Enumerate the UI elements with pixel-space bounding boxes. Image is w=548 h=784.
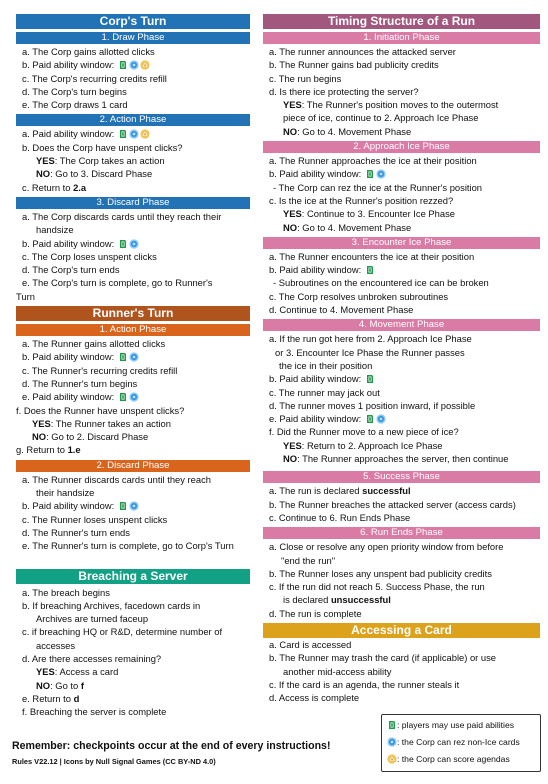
runner-action-no: NO: Go to 2. Discard Phase	[32, 431, 149, 443]
score-agenda-icon	[140, 129, 150, 139]
initiation-d: d. Is there ice protecting the server?	[269, 85, 419, 97]
breach-b: b. If breaching Archives, facedown cards in	[22, 599, 201, 611]
movement-yes: YES: Return to 2. Approach Ice Phase	[283, 439, 443, 451]
access-a: a. Card is accessed	[269, 638, 352, 650]
access-c: c. If the card is an agenda, the runner steals it	[269, 678, 460, 690]
runner-action-g: g. Return to 1.e	[16, 444, 81, 456]
corp-draw-d: d. The Corp's turn begins	[22, 85, 127, 97]
corp-action-phase-header: 2. Action Phase	[16, 114, 250, 126]
rez-icon	[376, 414, 386, 424]
encounter-d: d. Continue to 4. Movement Phase	[269, 304, 414, 316]
corp-draw-c: c. The Corp's recurring credits refill	[22, 72, 167, 84]
approach-ice-phase-header: 2. Approach Ice Phase	[263, 141, 540, 153]
rez-icon	[129, 352, 139, 362]
encounter-a: a. The Runner encounters the ice at their position	[269, 250, 475, 262]
runner-action-a: a. The Runner gains allotted clicks	[22, 338, 166, 350]
approach-b: b. Paid ability window:	[263, 167, 540, 180]
corp-action-c: c. Return to 2.a	[22, 181, 87, 193]
success-a: a. The run is declared successful	[269, 485, 411, 497]
left-column	[16, 14, 250, 718]
movement-e: e. Paid ability window:	[263, 412, 540, 425]
checkpoints-reminder: Remember: checkpoints occur at the end of every instructions!	[12, 740, 331, 752]
corp-action-yes: YES: The Corp takes an action	[36, 155, 165, 167]
corp-discard-e: e. The Corp's turn is complete, go to Runner's	[22, 277, 213, 289]
encounter-b-note: - Subroutines on the encountered ice can be broken	[273, 277, 489, 289]
runner-discard-phase-header: 2. Discard Phase	[16, 460, 250, 472]
accessing-card-title: Accessing a Card	[263, 623, 540, 638]
corp-action-no: NO: Go to 3. Discard Phase	[36, 168, 153, 180]
paid-ability-icon	[387, 720, 397, 730]
success-c: c. Continue to 6. Run Ends Phase	[269, 511, 411, 523]
runner-discard-a: a. The Runner discards cards until they reach	[22, 473, 211, 485]
corp-action-b: b. Does the Corp have unspent clicks?	[22, 141, 183, 153]
breach-c: c. if breaching HQ or R&D, determine number of	[22, 626, 223, 638]
runner-discard-e: e. The Runner's turn is complete, go to Corp's Turn	[22, 540, 234, 552]
rez-icon	[129, 501, 139, 511]
right-column	[263, 14, 540, 704]
runner-action-b: b. Paid ability window:	[16, 350, 250, 363]
initiation-yes: YES: The Runner's position moves to the outermost	[283, 99, 499, 111]
encounter-c: c. The Corp resolves unbroken subroutines	[269, 290, 449, 302]
initiation-b: b. The Runner gains bad publicity credits	[269, 59, 439, 71]
breach-a: a. The breach begins	[22, 586, 110, 598]
paid-ability-icon	[365, 414, 375, 424]
breach-yes: YES: Access a card	[36, 666, 119, 678]
paid-ability-icon	[365, 374, 375, 384]
movement-d: d. The runner moves 1 position inward, if possible	[269, 399, 476, 411]
runner-turn-title: Runner's Turn	[16, 306, 250, 321]
access-b-cont: another mid-access ability	[283, 665, 392, 677]
corp-draw-phase-header: 1. Draw Phase	[16, 32, 250, 44]
movement-c: c. The runner may jack out	[269, 386, 380, 398]
movement-b: b. Paid ability window:	[263, 372, 540, 385]
legend-score: : the Corp can score agendas	[386, 751, 536, 768]
paid-ability-icon	[118, 392, 128, 402]
runner-discard-c: c. The Runner loses unspent clicks	[22, 513, 168, 525]
breach-d: d. Are there accesses remaining?	[22, 652, 162, 664]
breach-b-cont: Archives are turned faceup	[36, 613, 149, 625]
corp-turn-title: Corp's Turn	[16, 14, 250, 29]
paid-ability-icon	[118, 239, 128, 249]
approach-yes: YES: Continue to 3. Encounter Ice Phase	[283, 208, 455, 220]
run-ends-c: c. If the run did not reach 5. Success Phase, the run	[269, 581, 485, 593]
corp-discard-c: c. The Corp loses unspent clicks	[22, 250, 157, 262]
approach-no: NO: Go to 4. Movement Phase	[283, 221, 412, 233]
run-ends-a: a. Close or resolve any open priority window from before	[269, 541, 504, 553]
runner-action-phase-header: 1. Action Phase	[16, 324, 250, 336]
success-phase-header: 5. Success Phase	[263, 471, 540, 483]
legend-paid-ability: : players may use paid abilities	[386, 717, 536, 734]
rez-icon	[129, 129, 139, 139]
paid-ability-icon	[365, 265, 375, 275]
access-b: b. The Runner may trash the card (if applicable) or use	[269, 652, 497, 664]
breach-f: f. Breaching the server is complete	[22, 706, 167, 718]
runner-action-d: d. The Runner's turn begins	[22, 377, 138, 389]
runner-discard-d: d. The Runner's turn ends	[22, 526, 130, 538]
corp-discard-b: b. Paid ability window:	[16, 237, 250, 250]
encounter-b: b. Paid ability window:	[263, 263, 540, 276]
corp-discard-a-cont: handsize	[36, 224, 74, 236]
runner-discard-a-cont: their handsize	[36, 487, 95, 499]
paid-ability-icon	[118, 129, 128, 139]
corp-draw-e: e. The Corp draws 1 card	[22, 99, 128, 111]
paid-ability-icon	[118, 60, 128, 70]
run-ends-d: d. The run is complete	[269, 607, 362, 619]
score-agenda-icon	[140, 60, 150, 70]
rez-icon	[376, 169, 386, 179]
corp-discard-d: d. The Corp's turn ends	[22, 264, 120, 276]
encounter-ice-phase-header: 3. Encounter Ice Phase	[263, 237, 540, 249]
runner-action-f: f. Does the Runner have unspent clicks?	[16, 404, 185, 416]
run-ends-phase-header: 6. Run Ends Phase	[263, 527, 540, 539]
runner-action-e: e. Paid ability window:	[16, 390, 250, 403]
approach-b-note: - The Corp can rez the ice at the Runner's position	[273, 181, 483, 193]
corp-draw-a: a. The Corp gains allotted clicks	[22, 46, 155, 57]
breach-no: NO: Go to f	[36, 679, 84, 691]
legend-rez: : the Corp can rez non-Ice cards	[386, 734, 536, 751]
paid-ability-icon	[118, 501, 128, 511]
breach-e: e. Return to d	[22, 692, 80, 704]
approach-c: c. Is the ice at the Runner's position rezzed?	[269, 194, 454, 206]
rez-icon	[387, 737, 397, 747]
movement-a-cont1: or 3. Encounter Ice Phase the Runner passes	[275, 346, 465, 358]
run-ends-a-cont: "end the run"	[281, 554, 336, 566]
paid-ability-icon	[365, 169, 375, 179]
initiation-phase-header: 1. Initiation Phase	[263, 32, 540, 44]
rez-icon	[129, 60, 139, 70]
corp-discard-a: a. The Corp discards cards until they reach their	[22, 210, 222, 222]
corp-action-a: a. Paid ability window:	[16, 127, 250, 140]
movement-a-cont2: the ice in their position	[279, 359, 373, 371]
movement-a: a. If the run got here from 2. Approach Ice Phase	[269, 333, 472, 345]
paid-ability-icon	[118, 352, 128, 362]
run-ends-b: b. The Runner loses any unspent bad publicity credits	[269, 567, 492, 579]
runner-action-yes: YES: The Runner takes an action	[32, 417, 171, 429]
rules-credits: Rules V22.12 | Icons by Null Signal Games (CC BY-ND 4.0)	[12, 757, 216, 766]
runner-action-c: c. The Runner's recurring credits refill	[22, 364, 178, 376]
corp-draw-b: b. Paid ability window:	[16, 58, 250, 71]
success-b: b. The Runner breaches the attacked server (access cards)	[269, 498, 516, 510]
rez-icon	[129, 239, 139, 249]
initiation-a: a. The runner announces the attacked server	[269, 46, 456, 57]
approach-a: a. The Runner approaches the ice at their position	[269, 155, 477, 167]
breach-c-cont: accesses	[36, 639, 76, 651]
initiation-no: NO: Go to 4. Movement Phase	[283, 125, 412, 137]
initiation-yes-cont: piece of ice, continue to 2. Approach Ice Phase	[283, 112, 479, 124]
breaching-server-title: Breaching a Server	[16, 569, 250, 584]
movement-phase-header: 4. Movement Phase	[263, 319, 540, 331]
icon-legend	[381, 714, 541, 772]
run-ends-c-cont: is declared unsuccessful	[283, 594, 391, 606]
initiation-c: c. The run begins	[269, 72, 342, 84]
access-d: d. Access is complete	[269, 692, 360, 704]
movement-no: NO: The Runner approaches the server, then continue	[283, 453, 509, 465]
timing-structure-title: Timing Structure of a Run	[263, 14, 540, 29]
score-agenda-icon	[387, 754, 397, 764]
runner-discard-b: b. Paid ability window:	[16, 499, 250, 512]
movement-f: f. Did the Runner move to a new piece of ice?	[269, 426, 459, 438]
corp-discard-phase-header: 3. Discard Phase	[16, 197, 250, 209]
rez-icon	[129, 392, 139, 402]
corp-discard-e-cont: Turn	[16, 290, 35, 302]
